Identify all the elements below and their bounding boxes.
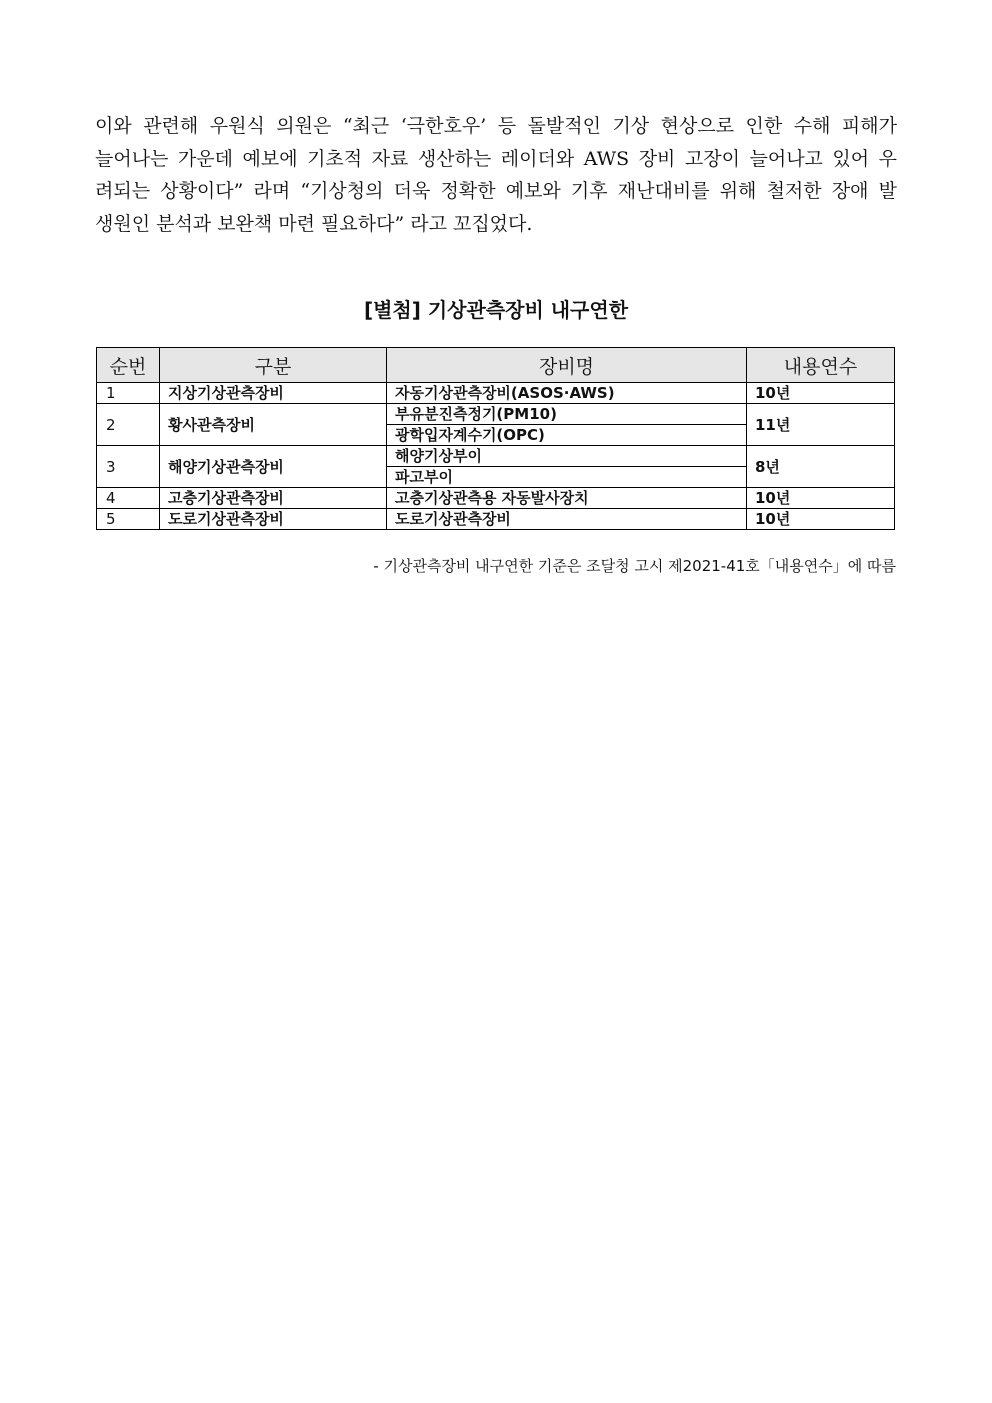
cell-equipment: 고층기상관측용 자동발사장치 <box>387 488 747 509</box>
cell-years: 8년 <box>747 446 895 488</box>
header-years: 내용연수 <box>747 348 895 383</box>
header-equipment: 장비명 <box>387 348 747 383</box>
cell-category: 도로기상관측장비 <box>160 509 387 530</box>
table-footnote: - 기상관측장비 내구연한 기준은 조달청 고시 제2021-41호「내용연수」에 따름 <box>373 557 896 575</box>
paragraph-line: 늘어나는 가운데 예보에 기초적 자료 생산하는 레이더와 AWS 장비 고장이 늘어나고 있어 우 <box>95 147 897 170</box>
body-paragraph <box>95 110 897 240</box>
cell-years: 11년 <box>747 404 895 446</box>
cell-equipment: 광학입자계수기(OPC) <box>387 425 747 446</box>
table-row <box>97 404 895 425</box>
paragraph-line-last: 생원인 분석과 보완책 마련 필요하다” 라고 꼬집었다. <box>95 212 533 235</box>
cell-years: 10년 <box>747 509 895 530</box>
paragraph-line: 이와 관련해 우원식 의원은 “최근 ‘극한호우’ 등 돌발적인 기상 현상으로 인한 수해 피해가 <box>95 115 897 137</box>
header-number: 순번 <box>97 348 160 383</box>
table-row <box>97 383 895 404</box>
cell-equipment: 자동기상관측장비(ASOS·AWS) <box>387 383 747 404</box>
cell-category: 지상기상관측장비 <box>160 383 387 404</box>
table-row <box>97 488 895 509</box>
table-header-row <box>97 348 895 383</box>
cell-category: 황사관측장비 <box>160 404 387 446</box>
equipment-lifespan-table <box>96 347 895 530</box>
header-category: 구분 <box>160 348 387 383</box>
attachment-title: [별첨] 기상관측장비 내구연한 <box>363 298 629 322</box>
table-row <box>97 509 895 530</box>
cell-number: 1 <box>97 383 160 404</box>
cell-years: 10년 <box>747 383 895 404</box>
cell-number: 3 <box>97 446 160 488</box>
table-row <box>97 446 895 467</box>
cell-equipment: 부유분진측정기(PM10) <box>387 404 747 425</box>
cell-equipment: 도로기상관측장비 <box>387 509 747 530</box>
cell-category: 고층기상관측장비 <box>160 488 387 509</box>
cell-years: 10년 <box>747 488 895 509</box>
cell-number: 5 <box>97 509 160 530</box>
cell-category: 해양기상관측장비 <box>160 446 387 488</box>
cell-number: 2 <box>97 404 160 446</box>
cell-equipment: 해양기상부이 <box>387 446 747 467</box>
cell-number: 4 <box>97 488 160 509</box>
cell-equipment: 파고부이 <box>387 467 747 488</box>
paragraph-line: 려되는 상황이다” 라며 “기상청의 더욱 정확한 예보와 기후 재난대비를 위해 철저한 장애 발 <box>95 180 897 202</box>
